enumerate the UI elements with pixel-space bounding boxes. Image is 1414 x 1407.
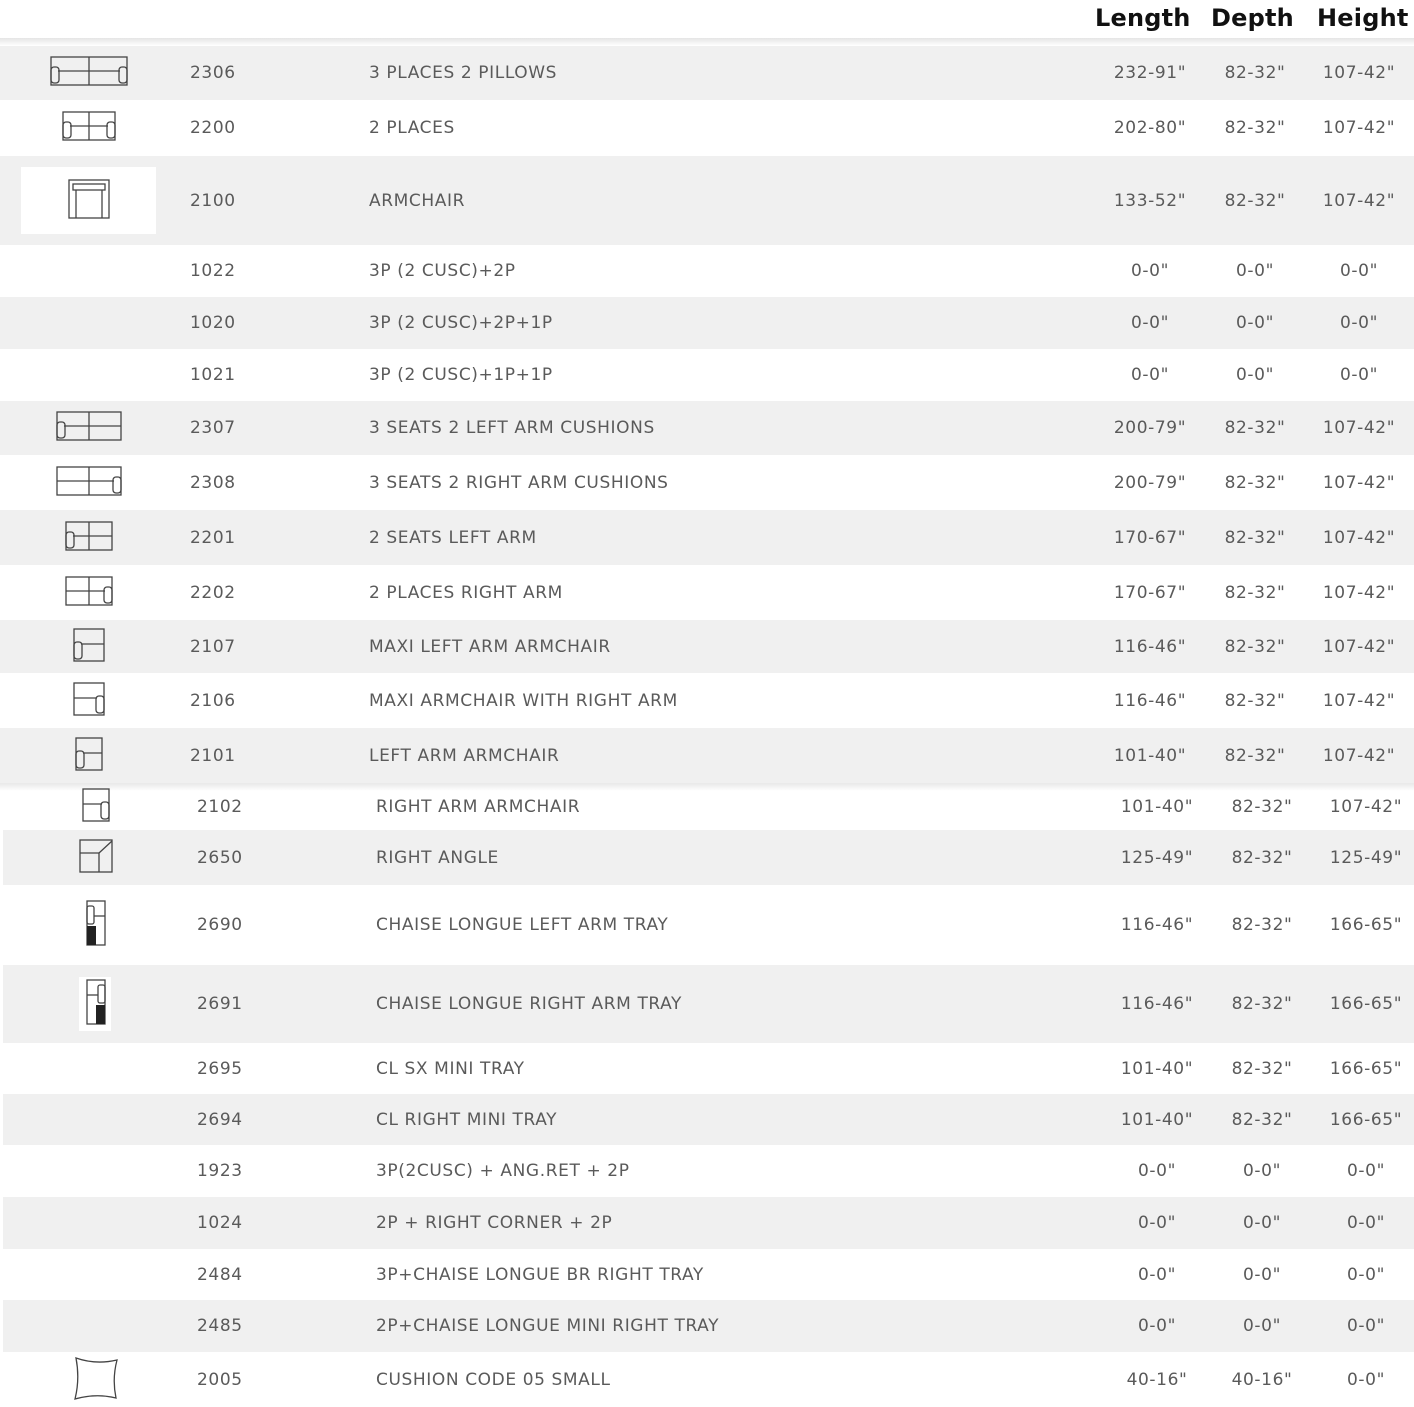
table-row bbox=[3, 1352, 1414, 1407]
table-row bbox=[0, 728, 1414, 783]
product-name: RIGHT ARM ARMCHAIR bbox=[376, 796, 581, 817]
length-value: 200-79" bbox=[1113, 418, 1187, 438]
product-name: 3P (2 CUSC)+2P bbox=[369, 261, 516, 281]
table-row bbox=[3, 830, 1414, 885]
product-name: CHAISE LONGUE LEFT ARM TRAY bbox=[376, 915, 669, 935]
product-code: 2101 bbox=[190, 745, 236, 766]
height-value: 0-0" bbox=[1347, 1213, 1385, 1233]
depth-value: 82-32" bbox=[1231, 796, 1293, 817]
height-value: 166-65" bbox=[1329, 915, 1403, 935]
product-code: 2691 bbox=[197, 994, 243, 1014]
depth-value: 0-0" bbox=[1236, 261, 1274, 281]
table-header bbox=[0, 0, 1414, 38]
sofa-3-seat-icon bbox=[50, 55, 128, 91]
sofa-left-arm-icon bbox=[56, 410, 122, 446]
length-value: 200-79" bbox=[1113, 472, 1187, 493]
height-value: 107-42" bbox=[1322, 636, 1396, 657]
product-name: 2 PLACES RIGHT ARM bbox=[369, 582, 563, 603]
product-code: 2694 bbox=[197, 1109, 243, 1130]
depth-value: 82-32" bbox=[1231, 847, 1293, 868]
product-code: 2100 bbox=[190, 190, 236, 211]
product-code: 2690 bbox=[197, 915, 243, 935]
length-value: 116-46" bbox=[1113, 690, 1187, 711]
header-length: Length bbox=[1095, 4, 1191, 32]
product-name: CL RIGHT MINI TRAY bbox=[376, 1109, 558, 1130]
product-table-section-2 bbox=[0, 783, 1414, 1407]
product-code: 2201 bbox=[190, 527, 236, 548]
length-value: 101-40" bbox=[1120, 1109, 1194, 1130]
table-row bbox=[0, 510, 1414, 565]
product-name: 3 PLACES 2 PILLOWS bbox=[369, 63, 558, 83]
height-value: 0-0" bbox=[1340, 313, 1378, 333]
product-name: 2P+CHAISE LONGUE MINI RIGHT TRAY bbox=[376, 1316, 720, 1336]
product-name: 3P+CHAISE LONGUE BR RIGHT TRAY bbox=[376, 1264, 704, 1285]
table-row bbox=[3, 1094, 1414, 1145]
length-value: 0-0" bbox=[1131, 365, 1169, 385]
product-name: LEFT ARM ARMCHAIR bbox=[369, 745, 560, 766]
table-row bbox=[0, 46, 1414, 100]
height-value: 107-42" bbox=[1322, 690, 1396, 711]
product-name: MAXI ARMCHAIR WITH RIGHT ARM bbox=[369, 690, 678, 711]
length-value: 0-0" bbox=[1131, 261, 1169, 281]
depth-value: 0-0" bbox=[1243, 1161, 1281, 1181]
header-shadow bbox=[0, 38, 1414, 46]
product-table-section-1 bbox=[0, 46, 1414, 783]
product-name: RIGHT ANGLE bbox=[376, 847, 499, 868]
depth-value: 82-32" bbox=[1231, 915, 1293, 935]
armchair-icon bbox=[68, 179, 110, 223]
length-value: 101-40" bbox=[1120, 1058, 1194, 1079]
height-value: 107-42" bbox=[1322, 472, 1396, 493]
product-code: 2307 bbox=[190, 418, 236, 438]
product-name: MAXI LEFT ARM ARMCHAIR bbox=[369, 636, 611, 657]
depth-value: 82-32" bbox=[1224, 118, 1286, 138]
depth-value: 40-16" bbox=[1231, 1369, 1293, 1390]
maxi-left-arm-icon bbox=[73, 628, 105, 666]
depth-value: 0-0" bbox=[1243, 1316, 1281, 1336]
length-value: 116-46" bbox=[1113, 636, 1187, 657]
product-name: CUSHION CODE 05 SMALL bbox=[376, 1369, 611, 1390]
table-row bbox=[0, 156, 1414, 245]
product-code: 2485 bbox=[197, 1316, 243, 1336]
table-row bbox=[3, 885, 1414, 965]
length-value: 0-0" bbox=[1131, 313, 1169, 333]
depth-value: 82-32" bbox=[1224, 636, 1286, 657]
table-row bbox=[0, 673, 1414, 728]
product-code: 1024 bbox=[197, 1213, 243, 1233]
height-value: 107-42" bbox=[1322, 527, 1396, 548]
table-row bbox=[0, 620, 1414, 673]
height-value: 107-42" bbox=[1322, 63, 1396, 83]
height-value: 0-0" bbox=[1347, 1316, 1385, 1336]
product-code: 2107 bbox=[190, 636, 236, 657]
product-code: 2484 bbox=[197, 1264, 243, 1285]
depth-value: 82-32" bbox=[1224, 582, 1286, 603]
depth-value: 82-32" bbox=[1224, 472, 1286, 493]
table-row bbox=[3, 965, 1414, 1043]
product-code: 1022 bbox=[190, 261, 236, 281]
height-value: 166-65" bbox=[1329, 1058, 1403, 1079]
length-value: 125-49" bbox=[1120, 847, 1194, 868]
table-row bbox=[3, 1043, 1414, 1094]
chaise-right-icon bbox=[86, 979, 106, 1029]
corner-icon bbox=[79, 839, 113, 877]
height-value: 0-0" bbox=[1347, 1161, 1385, 1181]
product-code: 1020 bbox=[190, 313, 236, 333]
sofa-2-left-arm-icon bbox=[65, 520, 113, 556]
length-value: 116-46" bbox=[1120, 994, 1194, 1014]
product-code: 2650 bbox=[197, 847, 243, 868]
cushion-icon bbox=[72, 1355, 120, 1405]
length-value: 116-46" bbox=[1120, 915, 1194, 935]
product-code: 2306 bbox=[190, 63, 236, 83]
sofa-2-seat-icon bbox=[62, 110, 116, 146]
height-value: 0-0" bbox=[1340, 365, 1378, 385]
depth-value: 82-32" bbox=[1224, 63, 1286, 83]
table-row bbox=[3, 1197, 1414, 1249]
table-row bbox=[0, 297, 1414, 349]
depth-value: 82-32" bbox=[1224, 690, 1286, 711]
height-value: 125-49" bbox=[1329, 847, 1403, 868]
header-depth: Depth bbox=[1211, 4, 1294, 32]
length-value: 170-67" bbox=[1113, 582, 1187, 603]
product-name: 3P(2CUSC) + ANG.RET + 2P bbox=[376, 1161, 630, 1181]
height-value: 0-0" bbox=[1347, 1369, 1385, 1390]
product-name: CL SX MINI TRAY bbox=[376, 1058, 525, 1079]
depth-value: 0-0" bbox=[1243, 1213, 1281, 1233]
height-value: 107-42" bbox=[1322, 582, 1396, 603]
product-name: 3P (2 CUSC)+2P+1P bbox=[369, 313, 553, 333]
depth-value: 82-32" bbox=[1224, 745, 1286, 766]
product-code: 1923 bbox=[197, 1161, 243, 1181]
depth-value: 0-0" bbox=[1236, 313, 1274, 333]
left-arm-armchair-icon bbox=[75, 737, 103, 775]
table-row bbox=[3, 1145, 1414, 1197]
height-value: 107-42" bbox=[1322, 118, 1396, 138]
header-height: Height bbox=[1317, 4, 1409, 32]
section-divider-shadow bbox=[0, 783, 1414, 791]
product-code: 2005 bbox=[197, 1369, 243, 1390]
depth-value: 82-32" bbox=[1224, 190, 1286, 211]
length-value: 133-52" bbox=[1113, 190, 1187, 211]
maxi-right-arm-icon bbox=[73, 682, 105, 720]
chaise-left-icon bbox=[86, 900, 106, 950]
table-row bbox=[0, 349, 1414, 401]
length-value: 0-0" bbox=[1138, 1316, 1176, 1336]
height-value: 166-65" bbox=[1329, 994, 1403, 1014]
sofa-right-arm-icon bbox=[56, 465, 122, 501]
product-name: 2 PLACES bbox=[369, 118, 455, 138]
depth-value: 82-32" bbox=[1224, 527, 1286, 548]
length-value: 101-40" bbox=[1113, 745, 1187, 766]
table-row bbox=[0, 565, 1414, 620]
length-value: 0-0" bbox=[1138, 1264, 1176, 1285]
length-value: 0-0" bbox=[1138, 1213, 1176, 1233]
product-code: 2106 bbox=[190, 690, 236, 711]
product-code: 1021 bbox=[190, 365, 236, 385]
table-row bbox=[0, 100, 1414, 156]
depth-value: 82-32" bbox=[1231, 1109, 1293, 1130]
table-row bbox=[0, 245, 1414, 297]
height-value: 166-65" bbox=[1329, 1109, 1403, 1130]
product-name: CHAISE LONGUE RIGHT ARM TRAY bbox=[376, 994, 683, 1014]
table-row bbox=[3, 1300, 1414, 1352]
depth-value: 82-32" bbox=[1231, 994, 1293, 1014]
product-name: 2 SEATS LEFT ARM bbox=[369, 527, 537, 548]
depth-value: 0-0" bbox=[1243, 1264, 1281, 1285]
length-value: 40-16" bbox=[1126, 1369, 1188, 1390]
product-code: 2308 bbox=[190, 472, 236, 493]
product-name: 3 SEATS 2 LEFT ARM CUSHIONS bbox=[369, 418, 655, 438]
length-value: 170-67" bbox=[1113, 527, 1187, 548]
table-row bbox=[0, 455, 1414, 510]
product-name: 3P (2 CUSC)+1P+1P bbox=[369, 365, 553, 385]
length-value: 232-91" bbox=[1113, 63, 1187, 83]
depth-value: 82-32" bbox=[1231, 1058, 1293, 1079]
length-value: 0-0" bbox=[1138, 1161, 1176, 1181]
depth-value: 82-32" bbox=[1224, 418, 1286, 438]
length-value: 202-80" bbox=[1113, 118, 1187, 138]
product-name: 3 SEATS 2 RIGHT ARM CUSHIONS bbox=[369, 472, 669, 493]
product-name: ARMCHAIR bbox=[369, 190, 466, 211]
product-name: 2P + RIGHT CORNER + 2P bbox=[376, 1213, 613, 1233]
height-value: 107-42" bbox=[1329, 796, 1403, 817]
height-value: 0-0" bbox=[1347, 1264, 1385, 1285]
depth-value: 0-0" bbox=[1236, 365, 1274, 385]
product-code: 2202 bbox=[190, 582, 236, 603]
right-arm-armchair-icon bbox=[82, 788, 110, 826]
table-row bbox=[3, 1249, 1414, 1300]
height-value: 107-42" bbox=[1322, 190, 1396, 211]
product-code: 2695 bbox=[197, 1058, 243, 1079]
product-code: 2200 bbox=[190, 118, 236, 138]
product-code: 2102 bbox=[197, 796, 243, 817]
height-value: 107-42" bbox=[1322, 418, 1396, 438]
length-value: 101-40" bbox=[1120, 796, 1194, 817]
height-value: 0-0" bbox=[1340, 261, 1378, 281]
height-value: 107-42" bbox=[1322, 745, 1396, 766]
table-row bbox=[0, 401, 1414, 455]
sofa-2-right-arm-icon bbox=[65, 575, 113, 611]
